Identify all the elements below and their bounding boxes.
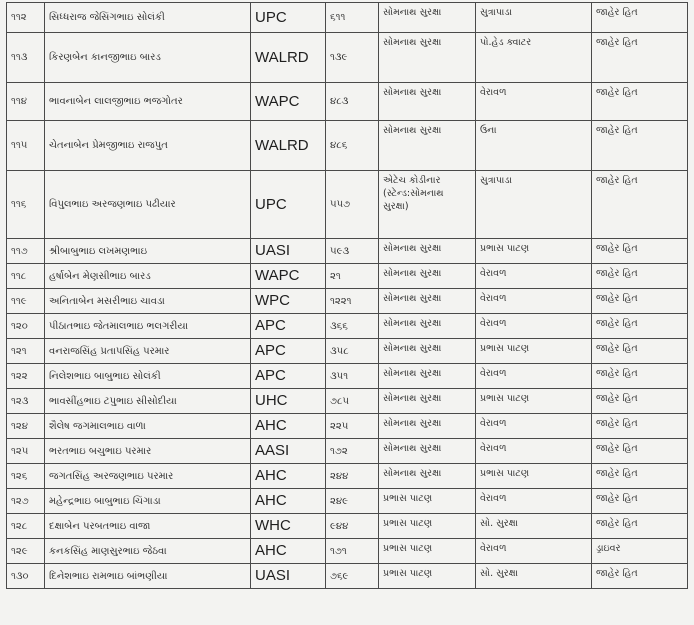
serial-number-cell: ૧૧૭ — [7, 239, 45, 264]
badge-number-cell: ૨૪૪ — [326, 464, 379, 489]
designation-cell: UASI — [251, 564, 326, 589]
current-unit-cell: સોમનાથ સુરક્ષા — [379, 464, 476, 489]
serial-number-cell: ૧૧૫ — [7, 121, 45, 171]
badge-number-cell: ૩૫૧ — [326, 364, 379, 389]
employee-name-cell: વનરાજસિંહ પ્રતાપસિંહ પરમાર — [45, 339, 251, 364]
badge-number-cell: ૩૬૬ — [326, 314, 379, 339]
serial-number-cell: ૧૧૪ — [7, 83, 45, 121]
badge-number-cell: ૫૯૩ — [326, 239, 379, 264]
new-posting-cell: પ્રભાસ પાટણ — [476, 389, 592, 414]
designation-cell: APC — [251, 364, 326, 389]
new-posting-cell: વેરાવળ — [476, 314, 592, 339]
badge-number-cell: ૨૪૯ — [326, 489, 379, 514]
badge-number-cell: ૩૫૮ — [326, 339, 379, 364]
serial-number-cell: ૧૧૨ — [7, 3, 45, 33]
reason-cell: જાહેર હિત — [592, 514, 688, 539]
current-unit-cell: સોમનાથ સુરક્ષા — [379, 121, 476, 171]
designation-cell: UPC — [251, 3, 326, 33]
reason-cell: જાહેર હિત — [592, 264, 688, 289]
new-posting-cell: વેરાવળ — [476, 414, 592, 439]
new-posting-cell: સુત્રાપાડા — [476, 3, 592, 33]
current-unit-cell: પ્રભાસ પાટણ — [379, 514, 476, 539]
employee-name-cell: અનિતાબેન મસરીભાઇ ચાવડા — [45, 289, 251, 314]
current-unit-cell: સોમનાથ સુરક્ષા — [379, 33, 476, 83]
current-unit-cell: સોમનાથ સુરક્ષા — [379, 414, 476, 439]
table-row — [7, 514, 688, 539]
reason-cell: જાહેર હિત — [592, 564, 688, 589]
transfer-table — [6, 2, 688, 589]
table-row — [7, 414, 688, 439]
serial-number-cell: ૧૨૦ — [7, 314, 45, 339]
employee-name-cell: નિલેશભાઇ બાબુભાઇ સોલંકી — [45, 364, 251, 389]
current-unit-cell: સોમનાથ સુરક્ષા — [379, 239, 476, 264]
table-row — [7, 33, 688, 83]
new-posting-cell: પો.હેડ ક્વાટર — [476, 33, 592, 83]
employee-name-cell: સિધ્ધરાજ જેસિંગભાઇ સોલંકી — [45, 3, 251, 33]
table-row — [7, 171, 688, 239]
designation-cell: WAPC — [251, 264, 326, 289]
table-row — [7, 364, 688, 389]
table-row — [7, 239, 688, 264]
designation-cell: APC — [251, 339, 326, 364]
reason-cell: જાહેર હિત — [592, 339, 688, 364]
table-row — [7, 314, 688, 339]
transfer-table-body — [7, 3, 688, 589]
new-posting-cell: વેરાવળ — [476, 289, 592, 314]
current-unit-cell: સોમનાથ સુરક્ષા — [379, 3, 476, 33]
serial-number-cell: ૧૧૬ — [7, 171, 45, 239]
table-row — [7, 464, 688, 489]
new-posting-cell: સો. સુરક્ષા — [476, 514, 592, 539]
current-unit-cell: સોમનાથ સુરક્ષા — [379, 389, 476, 414]
table-row — [7, 439, 688, 464]
serial-number-cell: ૧૧૩ — [7, 33, 45, 83]
serial-number-cell: ૧૨૧ — [7, 339, 45, 364]
designation-cell: WPC — [251, 289, 326, 314]
table-row — [7, 389, 688, 414]
badge-number-cell: ૬૧૧ — [326, 3, 379, 33]
employee-name-cell: દિનેશભાઇ રામભાઇ બાંભણીયા — [45, 564, 251, 589]
current-unit-cell: પ્રભાસ પાટણ — [379, 564, 476, 589]
badge-number-cell: ૨૨૫ — [326, 414, 379, 439]
reason-cell: જાહેર હિત — [592, 83, 688, 121]
reason-cell: જાહેર હિત — [592, 464, 688, 489]
designation-cell: UASI — [251, 239, 326, 264]
designation-cell: AHC — [251, 464, 326, 489]
new-posting-cell: વેરાવળ — [476, 83, 592, 121]
current-unit-cell: સોમનાથ સુરક્ષા — [379, 83, 476, 121]
employee-name-cell: દક્ષાબેન પરબતભાઇ વાજા — [45, 514, 251, 539]
new-posting-cell: વેરાવળ — [476, 264, 592, 289]
reason-cell: જાહેર હિત — [592, 389, 688, 414]
designation-cell: UPC — [251, 171, 326, 239]
badge-number-cell: ૪૮૩ — [326, 83, 379, 121]
current-unit-cell: સોમનાથ સુરક્ષા — [379, 364, 476, 389]
current-unit-cell: સોમનાથ સુરક્ષા — [379, 339, 476, 364]
badge-number-cell: ૪૮૬ — [326, 121, 379, 171]
serial-number-cell: ૧૨૯ — [7, 539, 45, 564]
serial-number-cell: ૧૨૪ — [7, 414, 45, 439]
new-posting-cell: પ્રભાસ પાટણ — [476, 239, 592, 264]
serial-number-cell: ૧૨૨ — [7, 364, 45, 389]
reason-cell: જાહેર હિત — [592, 314, 688, 339]
table-row — [7, 339, 688, 364]
badge-number-cell: ૭૬૯ — [326, 564, 379, 589]
new-posting-cell: વેરાવળ — [476, 439, 592, 464]
serial-number-cell: ૧૨૬ — [7, 464, 45, 489]
reason-cell: જાહેર હિત — [592, 121, 688, 171]
employee-name-cell: શ્રીબાબુભાઇ લખમણભાઇ — [45, 239, 251, 264]
current-unit-cell: સોમનાથ સુરક્ષા — [379, 439, 476, 464]
table-row — [7, 3, 688, 33]
designation-cell: AHC — [251, 489, 326, 514]
table-row — [7, 539, 688, 564]
serial-number-cell: ૧૧૯ — [7, 289, 45, 314]
employee-name-cell: કનકસિંહ માણસુરભાઇ જેઠવા — [45, 539, 251, 564]
new-posting-cell: પ્રભાસ પાટણ — [476, 464, 592, 489]
badge-number-cell: ૧૩૯ — [326, 33, 379, 83]
designation-cell: UHC — [251, 389, 326, 414]
badge-number-cell: ૧૭૨ — [326, 439, 379, 464]
employee-name-cell: પીઠાતભાઇ જેતમાલભાઇ ભલગરીયા — [45, 314, 251, 339]
badge-number-cell: ૫૫૭ — [326, 171, 379, 239]
table-row — [7, 489, 688, 514]
serial-number-cell: ૧૩૦ — [7, 564, 45, 589]
new-posting-cell: વેરાવળ — [476, 364, 592, 389]
current-unit-cell: સોમનાથ સુરક્ષા — [379, 314, 476, 339]
table-row — [7, 289, 688, 314]
serial-number-cell: ૧૧૮ — [7, 264, 45, 289]
badge-number-cell: ૨૧ — [326, 264, 379, 289]
serial-number-cell: ૧૨૩ — [7, 389, 45, 414]
employee-name-cell: વિપુલભાઇ અરજણભાઇ પઢીયાર — [45, 171, 251, 239]
designation-cell: WALRD — [251, 33, 326, 83]
table-row — [7, 83, 688, 121]
designation-cell: AHC — [251, 539, 326, 564]
reason-cell: જાહેર હિત — [592, 171, 688, 239]
current-unit-cell: પ્રભાસ પાટણ — [379, 489, 476, 514]
designation-cell: AHC — [251, 414, 326, 439]
new-posting-cell: પ્રભાસ પાટણ — [476, 339, 592, 364]
designation-cell: WALRD — [251, 121, 326, 171]
new-posting-cell: સો. સુરક્ષા — [476, 564, 592, 589]
reason-cell: જાહેર હિત — [592, 489, 688, 514]
employee-name-cell: ભાવસીંહભાઇ ટપુભાઇ સીસોદીયા — [45, 389, 251, 414]
current-unit-cell: સોમનાથ સુરક્ષા — [379, 289, 476, 314]
designation-cell: WHC — [251, 514, 326, 539]
table-row — [7, 121, 688, 171]
reason-cell: જાહેર હિત — [592, 289, 688, 314]
new-posting-cell: સુત્રાપાડા — [476, 171, 592, 239]
current-unit-cell: એટેચ કોડીનાર (સ્ટેન્ડ:સોમનાથ સુરક્ષા) — [379, 171, 476, 239]
current-unit-cell: સોમનાથ સુરક્ષા — [379, 264, 476, 289]
new-posting-cell: વેરાવળ — [476, 539, 592, 564]
employee-name-cell: હર્ષાબેન મેણસીભાઇ બારડ — [45, 264, 251, 289]
reason-cell: જાહેર હિત — [592, 239, 688, 264]
table-row — [7, 264, 688, 289]
new-posting-cell: વેરાવળ — [476, 489, 592, 514]
employee-name-cell: મહેન્દ્રભાઇ બાબુભાઇ ચિંગાડા — [45, 489, 251, 514]
badge-number-cell: ૧૨૨૧ — [326, 289, 379, 314]
serial-number-cell: ૧૨૮ — [7, 514, 45, 539]
new-posting-cell: ઉના — [476, 121, 592, 171]
employee-name-cell: ભાવનાબેન લાલજીભાઇ ભજગોતર — [45, 83, 251, 121]
employee-name-cell: ચેતનાબેન પ્રેમજીભાઇ રાજપુત — [45, 121, 251, 171]
badge-number-cell: ૯૪૪ — [326, 514, 379, 539]
designation-cell: APC — [251, 314, 326, 339]
serial-number-cell: ૧૨૭ — [7, 489, 45, 514]
reason-cell: જાહેર હિત — [592, 414, 688, 439]
employee-name-cell: ભરતભાઇ બચુભાઇ પરમાર — [45, 439, 251, 464]
designation-cell: WAPC — [251, 83, 326, 121]
reason-cell: ડ્રાઇવર — [592, 539, 688, 564]
employee-name-cell: જગતસિંહ અરજણભાઇ પરમાર — [45, 464, 251, 489]
reason-cell: જાહેર હિત — [592, 33, 688, 83]
reason-cell: જાહેર હિત — [592, 439, 688, 464]
current-unit-cell: પ્રભાસ પાટણ — [379, 539, 476, 564]
designation-cell: AASI — [251, 439, 326, 464]
badge-number-cell: ૭૮૫ — [326, 389, 379, 414]
employee-name-cell: કિરણબેન કાનજીભાઇ બારડ — [45, 33, 251, 83]
table-row — [7, 564, 688, 589]
employee-name-cell: શૈલેષ જગમાલભાઇ વાળા — [45, 414, 251, 439]
serial-number-cell: ૧૨૫ — [7, 439, 45, 464]
reason-cell: જાહેર હિત — [592, 3, 688, 33]
reason-cell: જાહેર હિત — [592, 364, 688, 389]
badge-number-cell: ૧૭૧ — [326, 539, 379, 564]
